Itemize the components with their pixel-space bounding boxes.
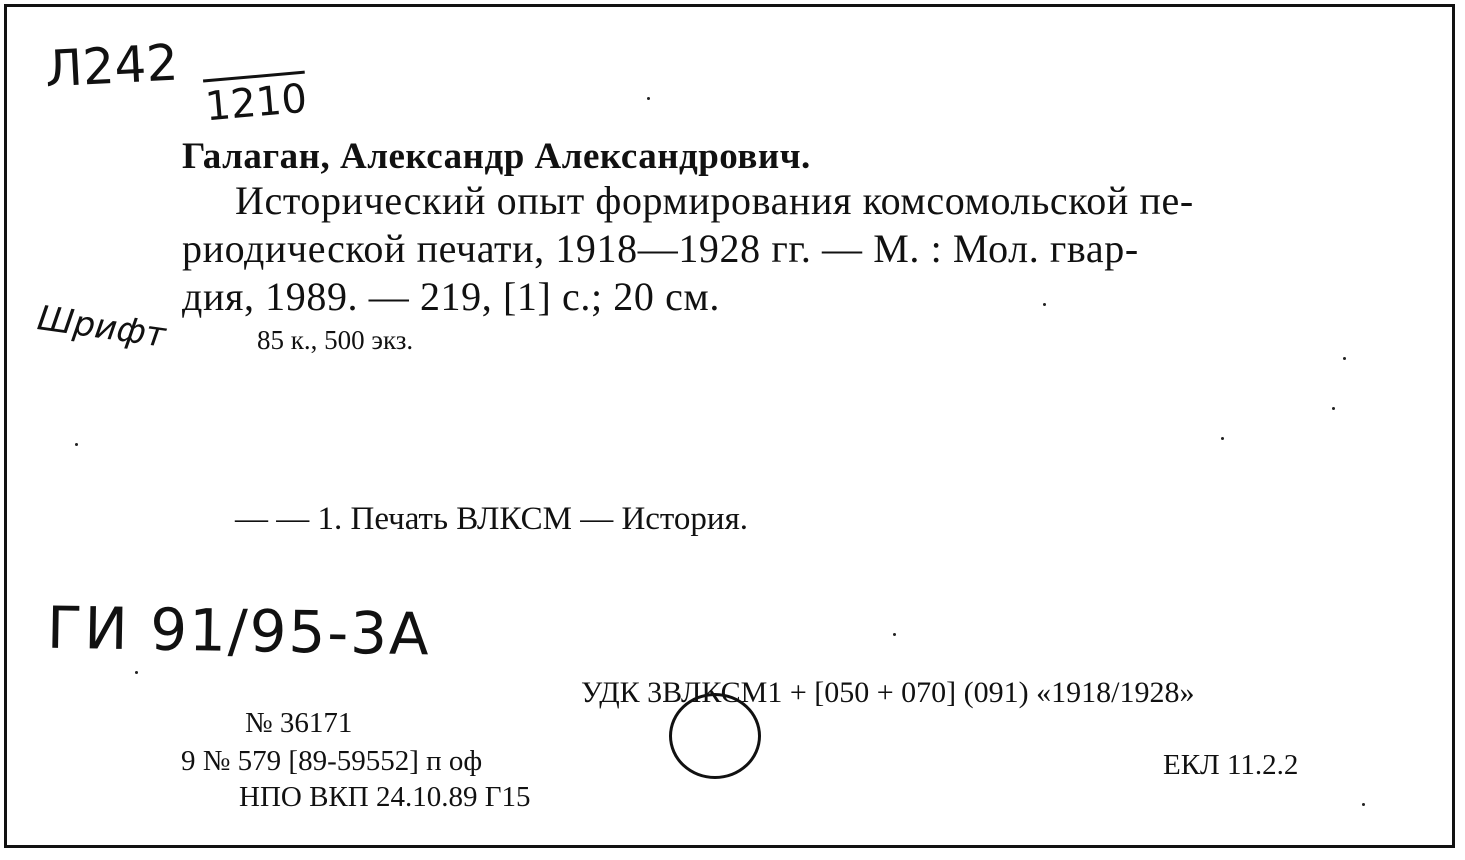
order-number: 9 № 579 [89-59552] п оф	[181, 745, 483, 777]
catalog-card	[4, 4, 1455, 848]
ekl-code: ЕКЛ 11.2.2	[1163, 749, 1299, 781]
handwritten-shelf-code: ГИ 91/95-3А	[46, 593, 432, 669]
speck	[135, 671, 138, 674]
title-line-2: риодической печати, 1918—1928 гг. — М. : Мол. гвар-	[182, 226, 1139, 271]
author-heading: Галаган, Александр Александрович.	[182, 136, 811, 177]
title-line-1: Исторический опыт формирования комсомольской пе-	[235, 178, 1194, 223]
speck	[1221, 437, 1224, 440]
handwritten-fraction: 1210	[203, 71, 309, 131]
subject-heading: — — 1. Печать ВЛКСМ — История.	[235, 501, 748, 537]
udk-classification: УДК 3ВЛКСМ1 + [050 + 070] (091) «1918/1928»	[581, 676, 1195, 709]
card-number: № 36171	[245, 707, 353, 739]
handwritten-margin-note: Шрифт	[34, 298, 169, 356]
hand-drawn-circle	[669, 693, 761, 779]
title-line-3: дия, 1989. — 219, [1] с.; 20 см.	[182, 274, 720, 319]
speck	[75, 443, 78, 446]
price-and-print-run: 85 к., 500 экз.	[257, 325, 414, 355]
speck	[893, 633, 896, 636]
speck	[647, 97, 650, 100]
speck	[1343, 357, 1346, 360]
publisher-imprint: НПО ВКП 24.10.89 Г15	[239, 781, 531, 813]
speck	[1043, 303, 1046, 306]
speck	[1332, 407, 1335, 410]
handwritten-call-number: Л242	[43, 33, 180, 99]
speck	[1362, 803, 1365, 806]
